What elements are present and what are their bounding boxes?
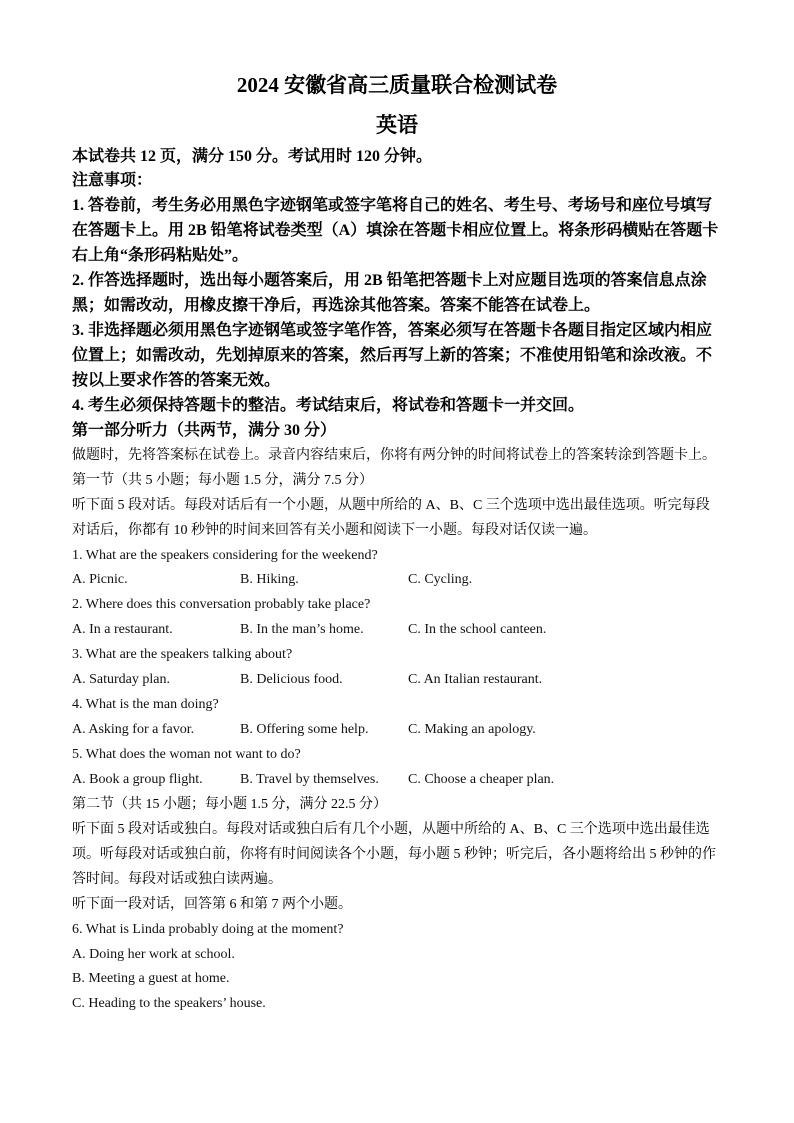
note-line: 黑；如需改动，用橡皮擦干净后，再选涂其他答案。答案不能答在试卷上。 bbox=[72, 297, 601, 315]
option-c: C. An Italian restaurant. bbox=[408, 672, 543, 688]
note-line: 位置上；如需改动，先划掉原来的答案，然后再写上新的答案；不准使用铅笔和涂改液。不 bbox=[72, 347, 713, 364]
option-c: C. In the school canteen. bbox=[408, 622, 547, 638]
option-b: B. In the man’s home. bbox=[240, 622, 364, 638]
note-line: 3. 非选择题必须用黑色字迹钢笔或签字笔作答，答案必须写在答题卡各题目指定区域内相应 bbox=[72, 322, 713, 340]
option-b: B. Hiking. bbox=[240, 572, 299, 588]
section1 bbox=[72, 469, 722, 793]
option-c: C. Heading to the speakers’ house. bbox=[72, 996, 266, 1012]
options-row bbox=[72, 718, 722, 743]
options-row bbox=[72, 668, 722, 693]
question-stem: 2. Where does this conversation probably take place? bbox=[72, 597, 371, 613]
exam-body bbox=[72, 145, 722, 1018]
option-c: C. Making an apology. bbox=[408, 722, 536, 738]
note-line: 1. 答卷前，考生务必用黑色字迹钢笔或签字笔将自己的姓名、考生号、考场号和座位号填写 bbox=[72, 197, 713, 215]
option-c: C. Choose a cheaper plan. bbox=[408, 771, 555, 787]
note-item-4 bbox=[72, 394, 722, 419]
question-stem: 3. What are the speakers talking about? bbox=[72, 647, 293, 663]
question-stem: 6. What is Linda probably doing at the moment? bbox=[72, 921, 344, 937]
note-line: 在答题卡上。用 2B 铅笔将试卷类型（A）填涂在答题卡相应位置上。将条形码横贴在答题卡 bbox=[72, 222, 719, 240]
section1-heading: 第一节（共 5 小题；每小题 1.5 分，满分 7.5 分） bbox=[72, 472, 373, 488]
question-3 bbox=[72, 643, 722, 693]
option-b: B. Delicious food. bbox=[240, 672, 343, 688]
part1-listening bbox=[72, 419, 722, 1018]
question-5 bbox=[72, 743, 722, 793]
section2-directions-line: 项。听每段对话或独白前，你将有时间阅读各个小题，每小题 5 秒钟；听完后，各小题将给出 5 秒钟的作 bbox=[72, 846, 716, 862]
options-row bbox=[72, 768, 722, 793]
question-4 bbox=[72, 693, 722, 743]
part1-instruction: 做题时，先将答案标在试卷上。录音内容结束后，你将有两分钟的时间将试卷上的答案转涂到答题卡上。 bbox=[72, 447, 716, 463]
exam-title: 2024 安徽省高三质量联合检测试卷 bbox=[236, 73, 558, 97]
options-row bbox=[72, 618, 722, 643]
note-line: 右上角“条形码粘贴处”。 bbox=[72, 247, 249, 265]
option-b: B. Meeting a guest at home. bbox=[72, 971, 230, 987]
section1-directions-line: 对话后，你都有 10 秒钟的时间来回答有关小题和阅读下一小题。每段对话仅读一遍。 bbox=[72, 522, 597, 538]
notes-heading: 注意事项： bbox=[72, 172, 153, 190]
exam-intro: 本试卷共 12 页，满分 150 分。考试用时 120 分钟。 bbox=[72, 147, 433, 165]
option-a: A. Picnic. bbox=[72, 572, 128, 588]
question-2 bbox=[72, 593, 722, 643]
option-a: A. In a restaurant. bbox=[72, 622, 173, 638]
note-item-3 bbox=[72, 319, 722, 394]
option-b: B. Offering some help. bbox=[240, 722, 369, 738]
section2-heading: 第二节（共 15 小题；每小题 1.5 分，满分 22.5 分） bbox=[72, 796, 387, 812]
section1-directions-line: 听下面 5 段对话。每段对话后有一个小题，从题中所给的 A、B、C 三个选项中选出最佳选项。听完每段 bbox=[72, 497, 710, 513]
option-a: A. Doing her work at school. bbox=[72, 946, 235, 962]
option-a: A. Book a group flight. bbox=[72, 771, 203, 787]
note-line: 2. 作答选择题时，选出每小题答案后，用 2B 铅笔把答题卡上对应题目选项的答案信息点涂 bbox=[72, 272, 707, 290]
question-stem: 5. What does the woman not want to do? bbox=[72, 747, 301, 762]
group-intro: 听下面一段对话，回答第 6 和第 7 两个小题。 bbox=[72, 896, 352, 912]
subject-title: 英语 bbox=[376, 113, 418, 137]
question-stem: 1. What are the speakers considering for the weekend? bbox=[72, 547, 378, 563]
question-6 bbox=[72, 918, 722, 1018]
section2-directions-line: 答时间。每段对话或独白读两遍。 bbox=[72, 871, 282, 887]
section2 bbox=[72, 793, 722, 1017]
options-row bbox=[72, 568, 722, 593]
note-item-2 bbox=[72, 269, 722, 319]
option-b: B. Travel by themselves. bbox=[240, 771, 379, 787]
question-stem: 4. What is the man doing? bbox=[72, 697, 219, 713]
part1-heading: 第一部分听力（共两节，满分 30 分） bbox=[72, 421, 337, 439]
option-a: A. Asking for a favor. bbox=[72, 722, 195, 738]
section2-directions-line: 听下面 5 段对话或独白。每段对话或独白后有几个小题，从题中所给的 A、B、C 三个选项中选出最佳选 bbox=[72, 821, 710, 837]
notes-section bbox=[72, 169, 722, 418]
note-item-1 bbox=[72, 194, 722, 269]
option-a: A. Saturday plan. bbox=[72, 672, 170, 688]
question-1 bbox=[72, 544, 722, 594]
option-c: C. Cycling. bbox=[408, 572, 473, 588]
note-line: 4. 考生必须保持答题卡的整洁。考试结束后，将试卷和答题卡一并交回。 bbox=[72, 396, 585, 414]
note-line: 按以上要求作答的答案无效。 bbox=[72, 371, 281, 389]
